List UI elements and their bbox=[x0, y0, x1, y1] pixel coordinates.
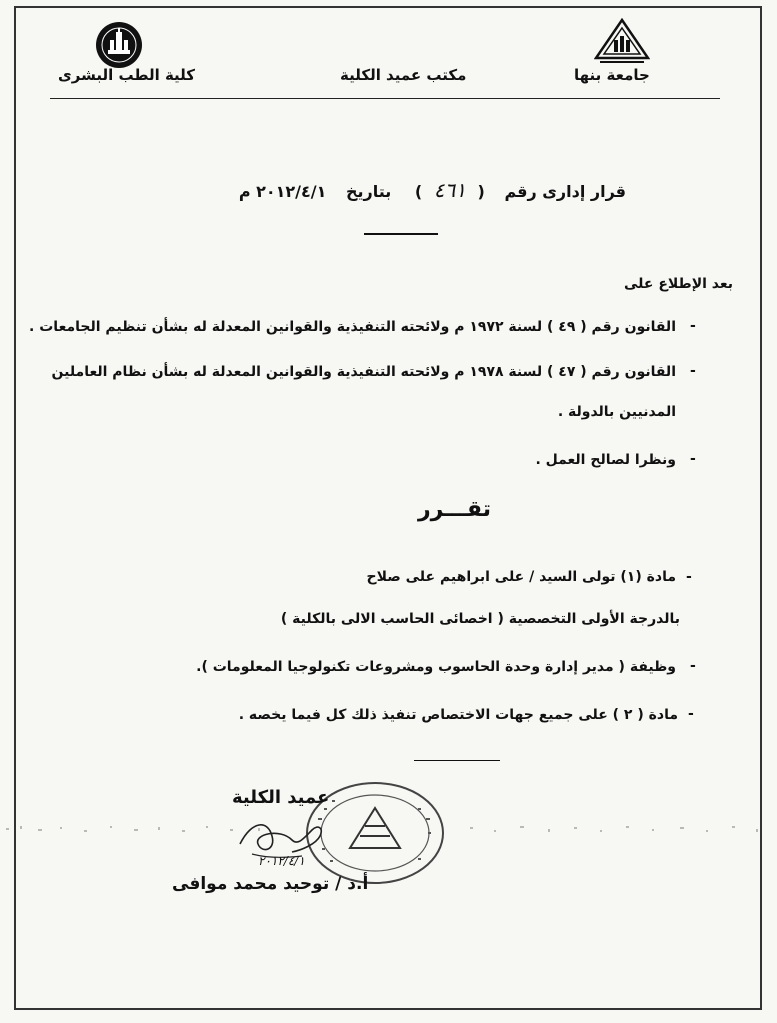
handwritten-signature-date: ٢٠١٢/٤/١ bbox=[258, 854, 305, 868]
decree-paren-close: ) bbox=[414, 182, 423, 201]
article-1-line-2: بالدرجة الأولى التخصصية ( اخصائى الحاسب الالى بالكلية ) bbox=[280, 611, 680, 627]
preamble-bullet-2: - bbox=[690, 363, 696, 379]
article-bullet-2: - bbox=[690, 658, 696, 674]
signatory-title: عميد الكلية bbox=[232, 787, 330, 808]
faculty-name: كلية الطب البشرى bbox=[58, 66, 196, 84]
title-divider bbox=[364, 233, 438, 235]
signatory-name: أ.د / توحيد محمد موافى bbox=[172, 874, 369, 894]
preamble-intro: بعد الإطلاع على bbox=[624, 276, 734, 292]
office-name: مكتب عميد الكلية bbox=[340, 66, 467, 84]
preamble-item-3: ونظرا لصالح العمل . bbox=[535, 452, 676, 468]
article-bullet-1: - bbox=[686, 569, 692, 585]
article-3: مادة ( ٢ ) على جميع جهات الاختصاص تنفيذ ذلك كل فيما يخصه . bbox=[238, 707, 678, 723]
preamble-bullet-3: - bbox=[690, 451, 696, 467]
decree-label: قرار إدارى رقم bbox=[504, 182, 626, 201]
decision-heading: تقـــرر bbox=[418, 497, 492, 522]
article-bullet-3: - bbox=[688, 706, 694, 722]
university-name: جامعة بنها bbox=[574, 66, 650, 84]
decree-date: ٢٠١٢/٤/١ م bbox=[238, 182, 327, 201]
decree-date-label: بتاريخ bbox=[345, 182, 392, 201]
article-1-line-1: مادة (١) تولى السيد / على ابراهيم على صلاح bbox=[366, 569, 676, 585]
faculty-emblem-icon bbox=[94, 20, 144, 70]
article-2: وظيفة ( مدير إدارة وحدة الحاسوب ومشروعات تكنولوجيا المعلومات ). bbox=[196, 659, 676, 675]
preamble-item-2-line-2: المدنيين بالدولة . bbox=[557, 404, 676, 420]
university-emblem-icon bbox=[594, 18, 650, 64]
header-divider bbox=[50, 98, 720, 99]
decree-number: ٤٦١ bbox=[433, 178, 466, 202]
preamble-bullet-1: - bbox=[690, 318, 696, 334]
decree-title bbox=[126, 178, 626, 202]
preamble-item-2-line-1: القانون رقم ( ٤٧ ) لسنة ١٩٧٨ م ولائحته التنفيذية والقوانين المعدلة له بشأن نظام العاملين bbox=[51, 364, 676, 380]
closing-divider bbox=[414, 760, 500, 761]
decree-paren-open: ( bbox=[477, 182, 485, 201]
preamble-item-1: القانون رقم ( ٤٩ ) لسنة ١٩٧٢ م ولائحته التنفيذية والقوانين المعدلة له بشأن تنظيم الجامعات . bbox=[29, 319, 676, 335]
